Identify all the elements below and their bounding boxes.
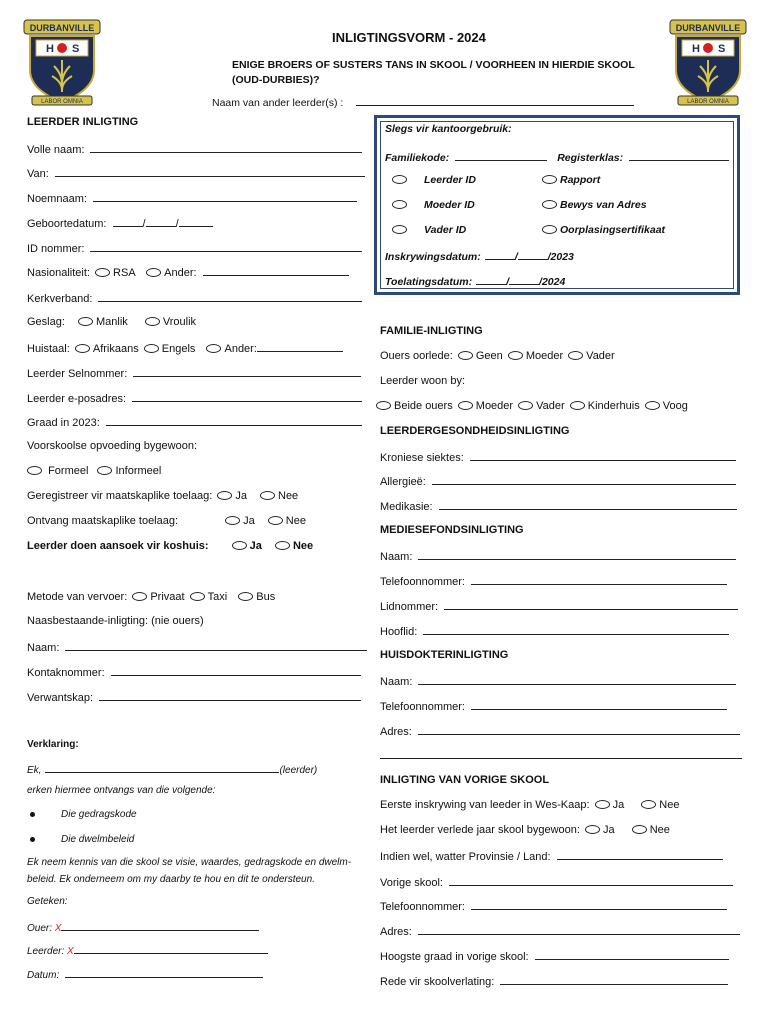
surname-row: Van: (27, 166, 365, 180)
learner-id-check: Leerder ID (390, 174, 476, 186)
attended-yes-radio[interactable] (585, 825, 600, 834)
surname-field[interactable] (55, 166, 365, 177)
svg-text:S: S (718, 43, 726, 55)
address-checkbox[interactable] (542, 200, 557, 209)
prev-school-field[interactable] (449, 875, 733, 886)
male-radio[interactable] (78, 317, 93, 326)
svg-text:H: H (692, 43, 700, 55)
mother-id-checkbox[interactable] (392, 200, 407, 209)
chronic-field[interactable] (470, 450, 736, 461)
admit-month[interactable] (509, 274, 539, 285)
nationality-row: Nasionaliteit: RSA Ander: (27, 265, 349, 279)
preschool-row: Formeel Informeel (27, 465, 161, 477)
grant-reg-no-radio[interactable] (260, 491, 275, 500)
ma-name-field[interactable] (418, 549, 736, 560)
nat-other-field[interactable] (203, 265, 349, 276)
bullet-icon (30, 812, 35, 817)
report-checkbox[interactable] (542, 175, 557, 184)
private-radio[interactable] (132, 592, 147, 601)
svg-text:LABOR OMNIA: LABOR OMNIA (687, 99, 729, 105)
nat-rsa-radio[interactable] (95, 268, 110, 277)
admit-date-row: Toelatingsdatum: / /2024 (385, 276, 566, 288)
svg-text:DURBANVILLE: DURBANVILLE (675, 23, 741, 33)
grant-rec-no-radio[interactable] (268, 516, 283, 525)
cell-row: Leerder Selnommer: (27, 366, 361, 380)
id-field[interactable] (90, 241, 362, 252)
lang-other-field[interactable] (257, 341, 343, 352)
medication-row: Medikasie: (380, 499, 737, 513)
dob-row: Geboortedatum: / / (27, 216, 213, 230)
doc-phone-field[interactable] (471, 699, 727, 710)
attended-no-radio[interactable] (632, 825, 647, 834)
home-radio[interactable] (570, 401, 585, 410)
date-field[interactable] (65, 967, 263, 978)
next-of-kin-label: Naasbestaande-inligting: (nie ouers) (27, 615, 204, 627)
taxi-radio[interactable] (190, 592, 205, 601)
dob-year[interactable] (179, 216, 213, 227)
nat-other-radio[interactable] (146, 268, 161, 277)
prev-phone-field[interactable] (471, 899, 727, 910)
province-row: Indien wel, watter Provinsie / Land: (380, 849, 723, 863)
church-row: Kerkverband: (27, 291, 362, 305)
ma-member-row: Lidnommer: (380, 599, 738, 613)
school-crest-right (668, 18, 748, 106)
lives-with-row: Beide ouers Moeder Vader Kinderhuis Voog (376, 400, 688, 412)
learner-heading: LEERDER INLIGTING (27, 116, 139, 128)
deceased-father-radio[interactable] (568, 351, 583, 360)
kin-contact-row: Kontaknommer: (27, 665, 361, 679)
siblings-question-2: (OUD-DURBIES)? (232, 74, 320, 86)
lang-eng-radio[interactable] (144, 344, 159, 353)
mother-radio[interactable] (458, 401, 473, 410)
id-row: ID nommer: (27, 241, 362, 255)
highest-grade-row: Hoogste graad in vorige skool: (380, 949, 729, 963)
siblings-question: ENIGE BROERS OF SUSTERS TANS IN SKOOL / VOORHEEN IN HIERDIE SKOOL (232, 59, 635, 71)
enrol-date-row: Inskrywingsdatum: / /2023 (385, 251, 574, 263)
lives-with-label: Leerder woon by: (380, 375, 465, 387)
reason-row: Rede vir skoolverlating: (380, 974, 728, 988)
ma-phone-row: Telefoonnommer: (380, 574, 727, 588)
church-field[interactable] (98, 291, 362, 302)
doctor-heading: HUISDOKTERINLIGTING (380, 649, 509, 661)
form-title: INLIGTINGSVORM - 2024 (332, 30, 486, 45)
parent-sign-row: Ouer: X (27, 920, 259, 934)
doc-address-field-2[interactable] (380, 748, 742, 759)
kin-relation-field[interactable] (99, 690, 361, 701)
declaration-note-2: beleid. Ek onderneem om my daarby te hou en dit te ondersteun. (27, 874, 315, 885)
enrol-month[interactable] (518, 249, 548, 260)
address-check: Bewys van Adres (540, 199, 647, 211)
full-name-field[interactable] (90, 142, 362, 153)
doc-phone-row: Telefoonnommer: (380, 699, 727, 713)
highest-grade-field[interactable] (535, 949, 729, 960)
language-row: Huistaal: Afrikaans Engels Ander: (27, 341, 343, 355)
admit-day[interactable] (476, 274, 506, 285)
svg-text:H: H (46, 43, 54, 55)
lang-other-radio[interactable] (206, 344, 221, 353)
svg-text:S: S (72, 43, 80, 55)
school-crest-left (22, 18, 102, 106)
learner-sign-field[interactable] (74, 943, 268, 954)
reason-field[interactable] (500, 974, 728, 985)
first-name-field[interactable] (93, 191, 357, 202)
doc-address-line-2 (380, 748, 742, 762)
grade-row: Graad in 2023: (27, 415, 362, 429)
kin-name-field[interactable] (65, 640, 367, 651)
deceased-none-radio[interactable] (458, 351, 473, 360)
report-check: Rapport (540, 174, 600, 186)
declaration-note-1: Ek neem kennis van die skool se visie, waardes, gedragskode en dwelm- (27, 857, 352, 868)
prev-phone-row: Telefoonnommer: (380, 899, 727, 913)
father-id-checkbox[interactable] (392, 225, 407, 234)
ma-phone-field[interactable] (471, 574, 727, 585)
hostel-row: Leerder doen aansoek vir koshuis: Ja Nee (27, 540, 314, 552)
declaration-name-row: Ek, (leerder) (27, 762, 317, 776)
grant-registered-row: Geregistreer vir maatskaplike toelaag: Ja Nee (27, 490, 299, 502)
email-row: Leerder e-posadres: (27, 391, 362, 405)
register-class-field[interactable] (629, 150, 729, 161)
first-name-row: Noemnaam: (27, 191, 357, 205)
prev-address-row: Adres: (380, 924, 740, 938)
prev-address-field[interactable] (418, 924, 740, 935)
doc-address-field[interactable] (418, 724, 740, 735)
full-name-row: Volle naam: (27, 142, 362, 156)
lang-afr-radio[interactable] (75, 344, 90, 353)
declaration-item-1: Die gedragskode (30, 809, 137, 820)
informal-radio[interactable] (97, 466, 112, 475)
bullet-icon (30, 837, 35, 842)
bus-radio[interactable] (238, 592, 253, 601)
declaration-item-2: Die dwelmbeleid (30, 834, 134, 845)
kin-relation-row: Verwantskap: (27, 690, 361, 704)
hostel-no-radio[interactable] (275, 541, 290, 550)
declaration-name-field[interactable] (45, 762, 279, 773)
chronic-row: Kroniese siektes: (380, 450, 736, 464)
transfer-check: Oorplasingsertifikaat (540, 224, 665, 236)
office-heading: Slegs vir kantoorgebruik: (385, 123, 512, 135)
grant-reg-yes-radio[interactable] (217, 491, 232, 500)
guardian-radio[interactable] (645, 401, 660, 410)
preschool-label: Voorskoolse opvoeding bygewoon: (27, 440, 198, 452)
province-field[interactable] (557, 849, 723, 860)
grant-receive-row: Ontvang maatskaplike toelaag: Ja Nee (27, 515, 306, 527)
transport-row: Metode van vervoer: Privaat Taxi Bus (27, 591, 276, 603)
health-heading: LEERDERGESONDHEIDSINLIGTING (380, 425, 570, 437)
ma-main-row: Hooflid: (380, 624, 729, 638)
transfer-checkbox[interactable] (542, 225, 557, 234)
both-radio[interactable] (376, 401, 391, 410)
other-learner-field[interactable] (356, 95, 634, 106)
medical-aid-heading: MEDIESEFONDSINLIGTING (380, 524, 524, 536)
allergy-field[interactable] (432, 474, 736, 485)
formal-radio[interactable] (27, 466, 42, 475)
prev-school-row: Vorige skool: (380, 875, 733, 889)
hostel-yes-radio[interactable] (232, 541, 247, 550)
family-code-field[interactable] (455, 150, 547, 161)
medication-field[interactable] (439, 499, 737, 510)
declaration-heading: Verklaring: (27, 739, 79, 750)
learner-sign-row: Leerder: X (27, 943, 268, 957)
email-field[interactable] (132, 391, 362, 402)
grade-field[interactable] (106, 415, 362, 426)
doc-name-row: Naam: (380, 674, 736, 688)
grant-rec-yes-radio[interactable] (225, 516, 240, 525)
first-wc-no-radio[interactable] (641, 800, 656, 809)
dob-day[interactable] (113, 216, 143, 227)
svg-text:LABOR OMNIA: LABOR OMNIA (41, 99, 83, 105)
office-codes-row: Familiekode: Registerklas: (385, 150, 729, 164)
crest-name: DURBANVILLE (29, 23, 95, 33)
parent-sign-field[interactable] (61, 920, 259, 931)
dob-month[interactable] (146, 216, 176, 227)
learner-id-checkbox[interactable] (392, 175, 407, 184)
prev-school-heading: INLIGTING VAN VORIGE SKOOL (380, 774, 550, 786)
other-learner-label: Naam van ander leerder(s) : (212, 95, 634, 109)
father-radio[interactable] (518, 401, 533, 410)
signed-label: Geteken: (27, 896, 68, 907)
enrol-day[interactable] (485, 249, 515, 260)
father-id-check: Vader ID (390, 224, 466, 236)
gender-row: Geslag: Manlik Vroulik (27, 316, 197, 328)
allergy-row: Allergieë: (380, 474, 736, 488)
deceased-row: Ouers oorlede: Geen Moeder Vader (380, 350, 615, 362)
mother-id-check: Moeder ID (390, 199, 475, 211)
deceased-mother-radio[interactable] (508, 351, 523, 360)
doc-address-row: Adres: (380, 724, 740, 738)
ma-name-row: Naam: (380, 549, 736, 563)
ma-main-field[interactable] (423, 624, 729, 635)
kin-name-row: Naam: (27, 640, 367, 654)
cell-field[interactable] (133, 366, 361, 377)
first-wc-yes-radio[interactable] (595, 800, 610, 809)
declaration-receive: erken hiermee ontvangs van die volgende: (27, 785, 216, 796)
attended-row: Het leerder verlede jaar skool bygewoon: Ja Nee (380, 824, 670, 836)
ma-member-field[interactable] (444, 599, 738, 610)
family-heading: FAMILIE-INLIGTING (380, 325, 483, 337)
kin-contact-field[interactable] (111, 665, 361, 676)
female-radio[interactable] (145, 317, 160, 326)
doc-name-field[interactable] (418, 674, 736, 685)
first-wc-row: Eerste inskrywing van leeder in Wes-Kaap: Ja Nee (380, 799, 680, 811)
date-row: Datum: (27, 967, 263, 981)
